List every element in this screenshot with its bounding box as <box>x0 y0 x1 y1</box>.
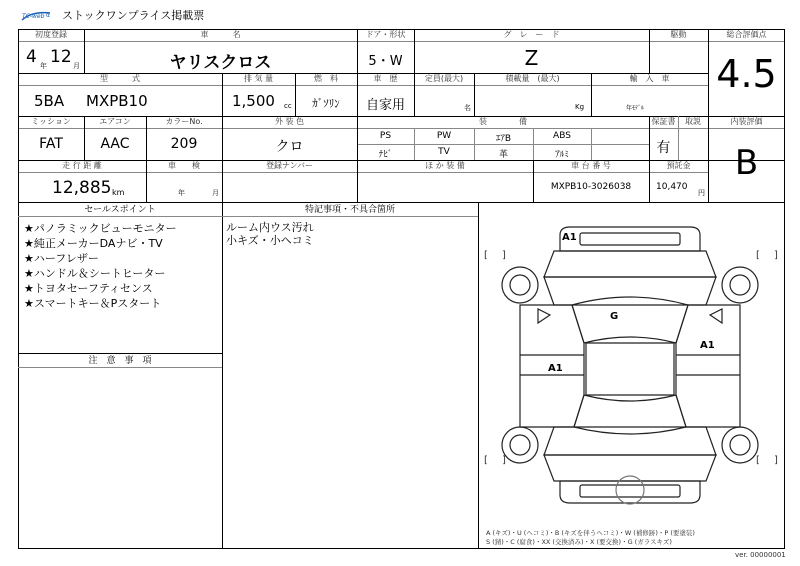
usage: 自家用 <box>365 98 405 113</box>
logo <box>20 9 58 23</box>
bracket: [ <box>756 455 760 466</box>
door-shape: 5・W <box>368 54 403 69</box>
damage-label-right: A1 <box>700 340 715 351</box>
label-first-registration: 初度登録 <box>35 30 67 39</box>
equip-abs: ABS <box>553 131 571 141</box>
label-manual: 取説 <box>685 117 701 126</box>
equip-alloy: ｱﾙﾐ <box>555 150 569 160</box>
legend-line-2: S (錆)・C (腐食)・XX (交換済み)・X (要交換)・G (ガラスキズ) <box>486 538 672 546</box>
label-interior-rating: 内装評価 <box>730 117 763 126</box>
deposit-unit: 円 <box>698 189 705 197</box>
label-deposit: 預託金 <box>666 161 691 170</box>
notes-title: 特記事項・不具合箇所 <box>304 205 395 215</box>
label-other-equipment: ほ か 装 備 <box>425 161 465 170</box>
bracket: [ <box>756 250 760 261</box>
car-name: ヤリスクロス <box>169 53 272 73</box>
label-load: 積載量 (最大) <box>505 74 560 83</box>
list-item: ★純正メーカーDAナビ・TV <box>24 237 163 250</box>
inspection-year-unit: 年 <box>178 189 185 197</box>
fuel: ｶﾞｿﾘﾝ <box>312 97 340 110</box>
label-displacement: 排 気 量 <box>243 74 274 83</box>
label-car-name: 車 名 <box>200 30 241 39</box>
label-drive: 駆動 <box>670 30 687 39</box>
chassis-no: MXPB10-3026038 <box>550 182 632 192</box>
label-grade: グ レ ー ド <box>503 30 560 39</box>
bracket: ] <box>774 250 778 261</box>
label-chassis-no: 車 台 番 号 <box>571 161 611 170</box>
mileage: 12,885 <box>52 178 112 198</box>
sales-points-list <box>24 221 177 311</box>
equip-airbag: ｴｱB <box>495 134 512 144</box>
logo-suffix: α <box>46 12 50 19</box>
damage-label-left: A1 <box>548 363 563 374</box>
label-mission: ミッション <box>31 117 71 126</box>
load-unit: Kg <box>575 103 585 111</box>
bracket: ] <box>502 250 506 261</box>
model: MXPB10 <box>86 92 148 110</box>
sales-points-title: セールスポイント <box>84 205 156 215</box>
equip-ps: PS <box>379 131 392 141</box>
reg-day: 12 <box>50 47 72 67</box>
label-reg-number: 登録ナンバー <box>265 161 314 170</box>
label-fuel: 燃 料 <box>314 74 338 83</box>
inspection-month-unit: 月 <box>212 189 219 197</box>
displacement-unit: cc <box>284 102 292 110</box>
label-door-shape: ドア・形状 <box>365 30 406 39</box>
mileage-unit: km <box>112 188 125 197</box>
deposit: 10,470 <box>656 182 688 192</box>
label-equipment: 装 備 <box>479 117 527 126</box>
list-item: ★トヨタセーフティセンス <box>24 282 153 295</box>
list-item: ★ハンドル＆シートヒーター <box>24 267 166 280</box>
version: ver. 00000001 <box>735 551 786 559</box>
notes-list <box>226 221 314 247</box>
logo-text: TC-web <box>22 13 45 20</box>
list-item: ★ハーフレザー <box>24 252 99 265</box>
overall-rating: 4.5 <box>716 52 777 96</box>
label-overall-rating: 総合評価点 <box>726 30 767 39</box>
label-usage: 車 歴 <box>373 74 398 83</box>
damage-label-roof: G <box>610 311 619 322</box>
import-unit: 年ﾓﾃﾞﾙ <box>626 105 645 112</box>
aircon: AAC <box>100 136 130 152</box>
reg-month-unit: 年 <box>40 62 47 70</box>
label-capacity: 定員(最大) <box>424 74 464 83</box>
label-warranty: 保証書 <box>651 117 676 126</box>
bracket: ] <box>774 455 778 466</box>
exterior-color: クロ <box>275 139 304 155</box>
interior-rating: B <box>734 143 759 183</box>
list-item: ルーム内ウス汚れ <box>226 221 314 234</box>
equip-tv: TV <box>438 147 450 157</box>
car-diagram <box>480 205 782 525</box>
equip-navi: ﾅﾋﾞ <box>378 150 393 160</box>
page-title: ストックワンプライス掲載票 <box>62 9 205 22</box>
bracket: [ <box>484 455 488 466</box>
capacity-unit: 名 <box>464 104 471 112</box>
label-mileage: 走 行 距 離 <box>62 161 102 170</box>
label-inspection: 車 検 <box>168 161 200 170</box>
warranty: 有 <box>656 140 671 156</box>
label-import: 輸 入 車 <box>629 74 670 83</box>
equip-pw: PW <box>436 131 452 141</box>
reg-month: 4 <box>26 47 37 67</box>
label-exterior-color: 外 装 色 <box>274 117 305 126</box>
equip-leather: 革 <box>498 150 508 160</box>
label-aircon: エアコン <box>99 117 131 126</box>
model-prefix: 5BA <box>34 92 65 110</box>
reg-day-unit: 月 <box>73 62 80 70</box>
damage-label-front: A1 <box>562 232 577 243</box>
bracket: [ <box>484 250 488 261</box>
list-item: ★パノラミックビューモニター <box>24 222 177 235</box>
color-no: 209 <box>170 136 198 152</box>
bracket: ] <box>502 455 506 466</box>
list-item: ★スマートキー＆Pスタート <box>24 297 162 310</box>
grade: Z <box>524 46 539 70</box>
label-model: 型 式 <box>100 74 140 83</box>
list-item: 小キズ・小ヘコミ <box>226 234 314 247</box>
mission: FAT <box>39 136 63 152</box>
caution-title: 注 意 事 項 <box>88 356 152 366</box>
displacement: 1,500 <box>232 92 275 110</box>
label-color-no: カラーNo. <box>165 117 203 126</box>
legend-line-1: A (キズ)・U (ヘコミ)・B (キズを伴うヘコミ)・W (補修跡)・P (要塗装) <box>486 529 695 537</box>
